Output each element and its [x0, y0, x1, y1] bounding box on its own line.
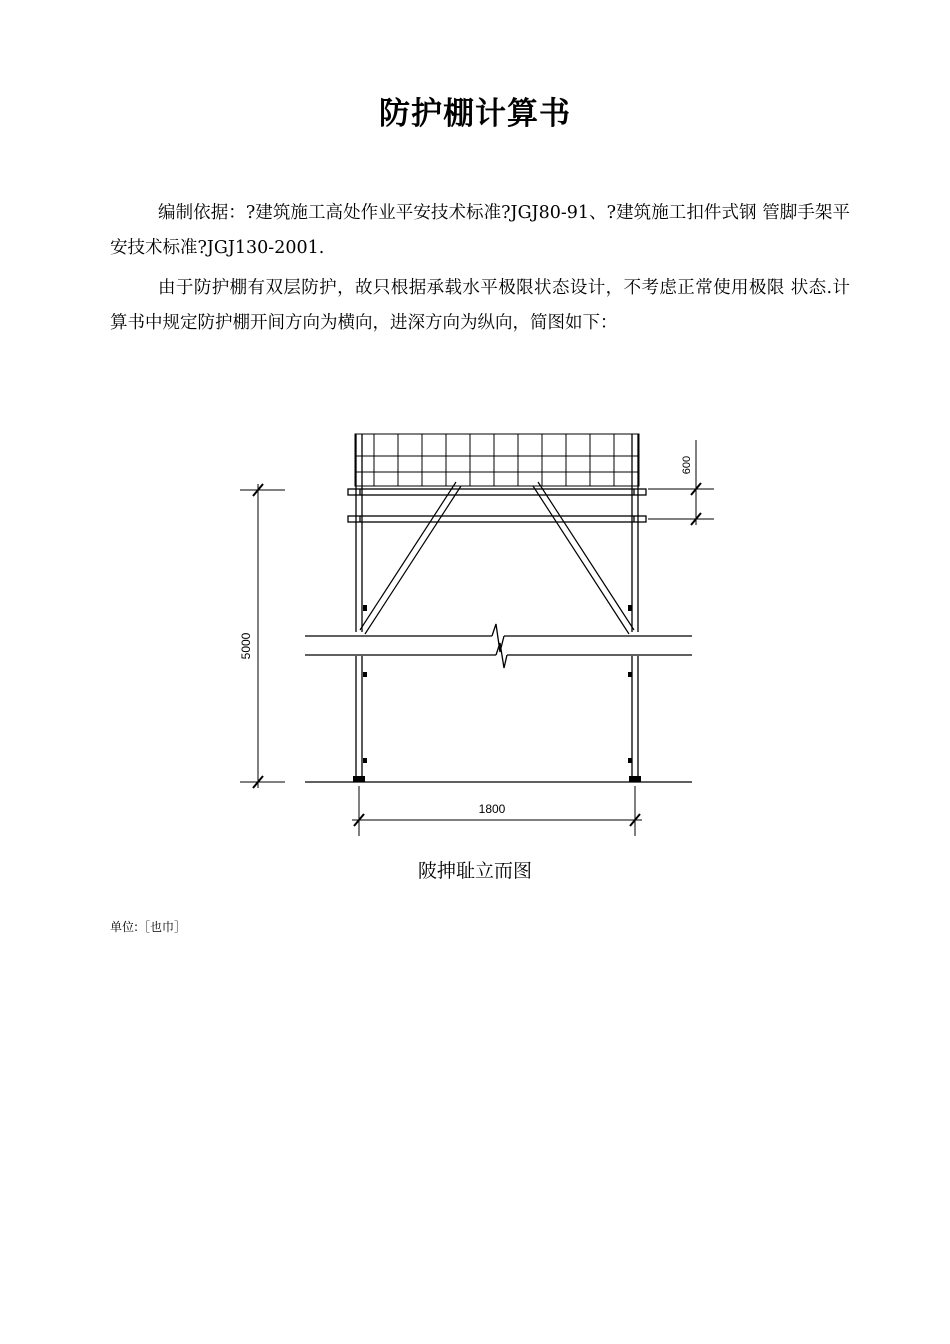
top-guard-mesh: [355, 434, 639, 486]
paragraph-design: 由于防护棚有双层防护，故只根据承载水平极限状态设计，不考虑正常使用极限 状态.计算书中规定防护棚开间方向为横向，进深方向为纵向，简图如下：: [110, 278, 850, 333]
unit-note: 单位:［也巾］: [110, 920, 187, 934]
document-title: 防护棚计算书: [379, 96, 571, 132]
dim-height-label: 5000: [239, 632, 253, 660]
dim-width-label: 1800: [478, 802, 506, 816]
deck-layers: [348, 489, 646, 522]
post-bases: [353, 776, 641, 782]
dim-top-label: 600: [681, 455, 693, 475]
diagonal-braces: [360, 482, 634, 634]
figure-caption: 陂抻耻立而图: [417, 860, 532, 882]
break-line: [305, 624, 692, 668]
couplers: [363, 605, 632, 763]
elevation-drawing: [230, 420, 720, 850]
dim-top-lines: [648, 440, 714, 525]
paragraph-basis: 编制依据：?建筑施工高处作业平安技术标准?JGJ80-91、?建筑施工扣件式钢 管脚手架平安技术标准?JGJ130-2001.: [110, 203, 850, 258]
